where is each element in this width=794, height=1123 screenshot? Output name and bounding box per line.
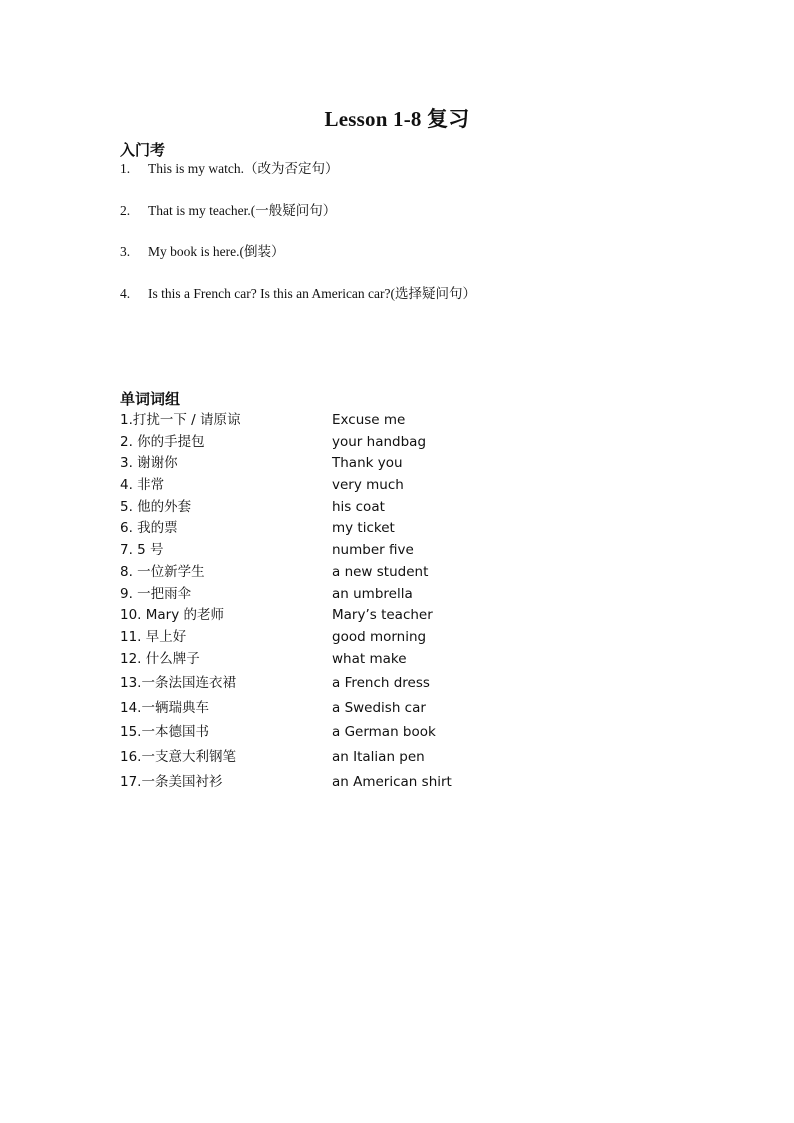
question-text: That is my teacher.(一般疑问句）: [148, 202, 337, 218]
vocabulary-item: [120, 475, 540, 497]
vocabulary-chinese: 15.一本德国书: [120, 724, 209, 741]
vocabulary-item: [120, 673, 540, 698]
question-number: 1.: [120, 161, 131, 176]
vocabulary-item: [120, 453, 540, 475]
vocabulary-item: [120, 698, 540, 723]
vocabulary-english: an umbrella: [332, 585, 413, 602]
vocabulary-english: my ticket: [332, 520, 395, 537]
vocabulary-english: his coat: [332, 498, 385, 515]
vocabulary-chinese: 9. 一把雨伞: [120, 585, 192, 602]
vocabulary-chinese: 11. 早上好: [120, 628, 187, 645]
question-text: My book is here.(倒装）: [148, 244, 285, 260]
vocabulary-chinese: 13.一条法国连衣裙: [120, 675, 236, 692]
vocabulary-chinese: 2. 你的手提包: [120, 433, 205, 450]
vocabulary-chinese: 14.一辆瑞典车: [120, 699, 209, 716]
vocabulary-chinese: 4. 非常: [120, 477, 165, 494]
section-heading-vocabulary: 单词词组: [120, 390, 181, 408]
vocabulary-english: Excuse me: [332, 412, 406, 428]
vocabulary-english: what make: [332, 650, 407, 667]
question-text: Is this a French car? Is this an American car?(选择疑问句）: [148, 286, 477, 302]
vocabulary-english: a German book: [332, 724, 436, 741]
vocabulary-item: [120, 584, 540, 606]
question-number: 4.: [120, 286, 131, 302]
question-number: 3.: [120, 244, 131, 260]
section-heading-entrance-test: 入门考: [120, 141, 166, 159]
vocabulary-item: [120, 432, 540, 454]
vocabulary-chinese: 16.一支意大利钢笔: [120, 748, 236, 765]
vocabulary-english: Mary’s teacher: [332, 607, 433, 624]
vocabulary-item: [120, 605, 540, 627]
vocabulary-english: an American shirt: [332, 773, 452, 790]
vocabulary-item: [120, 747, 540, 772]
vocabulary-english: a French dress: [332, 675, 430, 692]
vocabulary-chinese: 1.打扰一下 / 请原谅: [120, 412, 241, 428]
vocabulary-chinese: 6. 我的票: [120, 520, 178, 537]
vocabulary-item: [120, 772, 540, 797]
vocabulary-english: very much: [332, 477, 404, 494]
question-number: 2.: [120, 202, 131, 218]
vocabulary-chinese: 17.一条美国衬衫: [120, 773, 223, 790]
question-item: [120, 285, 720, 327]
question-list: [120, 160, 720, 327]
vocabulary-english: an Italian pen: [332, 748, 425, 765]
question-text: This is my watch.（改为否定句）: [148, 161, 339, 176]
vocabulary-english: number five: [332, 542, 414, 559]
vocabulary-chinese: 10. Mary 的老师: [120, 607, 225, 624]
vocabulary-chinese: 12. 什么牌子: [120, 650, 200, 667]
question-item: [120, 243, 720, 285]
vocabulary-item: [120, 540, 540, 562]
vocabulary-item: [120, 518, 540, 540]
vocabulary-item: [120, 410, 540, 432]
vocabulary-item: [120, 649, 540, 674]
vocabulary-list: [120, 410, 540, 796]
vocabulary-chinese: 8. 一位新学生: [120, 563, 205, 580]
vocabulary-chinese: 7. 5 号: [120, 542, 164, 559]
vocabulary-chinese: 3. 谢谢你: [120, 455, 178, 472]
page-title: Lesson 1-8 复习: [324, 107, 470, 131]
vocabulary-item: [120, 562, 540, 584]
vocabulary-item: [120, 722, 540, 747]
vocabulary-item: [120, 497, 540, 519]
vocabulary-english: a Swedish car: [332, 699, 426, 716]
vocabulary-english: a new student: [332, 563, 429, 580]
vocabulary-english: Thank you: [332, 455, 403, 472]
question-item: [120, 160, 720, 202]
vocabulary-chinese: 5. 他的外套: [120, 498, 192, 515]
question-item: [120, 202, 720, 244]
vocabulary-english: your handbag: [332, 433, 427, 450]
vocabulary-item: [120, 627, 540, 649]
vocabulary-english: good morning: [332, 628, 427, 645]
